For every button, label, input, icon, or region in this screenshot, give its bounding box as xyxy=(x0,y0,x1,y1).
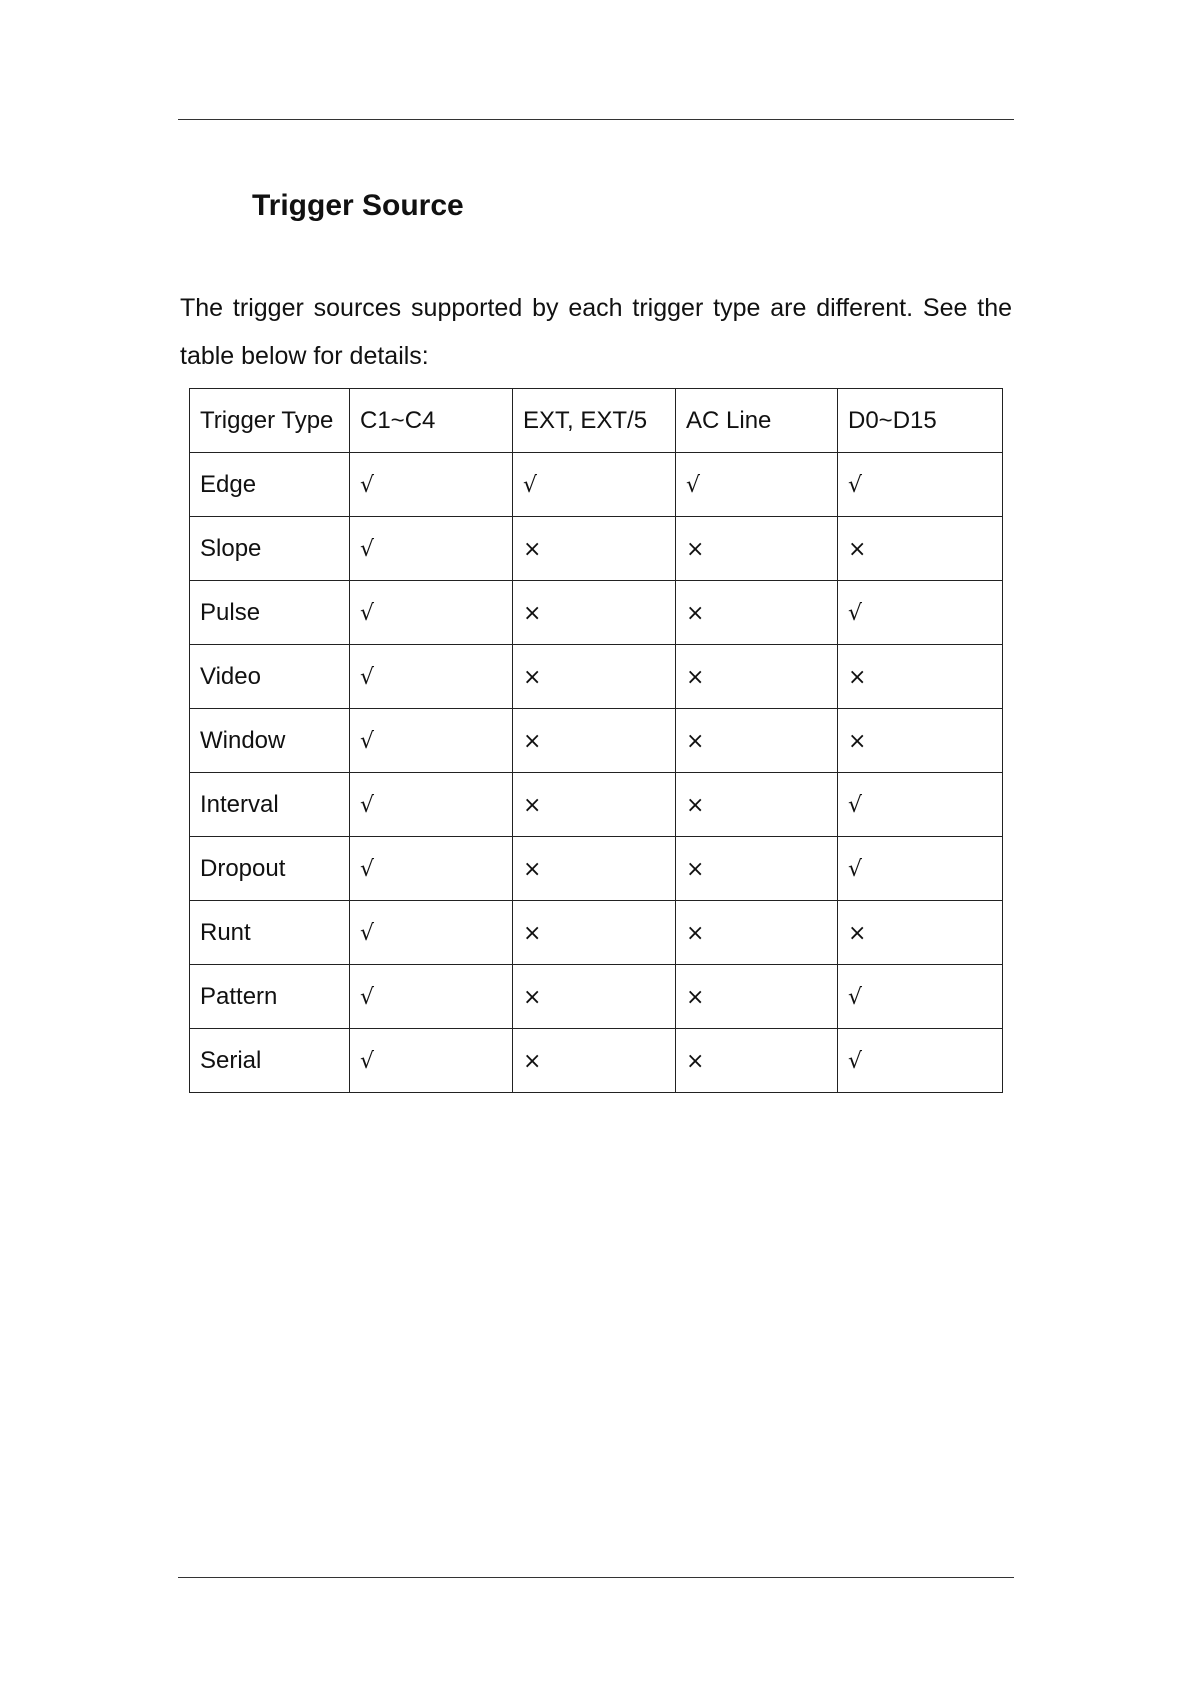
table-row xyxy=(190,1029,1003,1093)
support-cell xyxy=(838,709,1003,773)
check-mark-icon: √ xyxy=(360,664,375,690)
support-cell xyxy=(350,645,513,709)
support-cell xyxy=(838,901,1003,965)
support-cell xyxy=(838,645,1003,709)
support-cell xyxy=(513,1029,676,1093)
support-cell xyxy=(676,773,838,837)
support-cell xyxy=(838,517,1003,581)
check-mark-icon: √ xyxy=(360,536,375,562)
table-row xyxy=(190,965,1003,1029)
intro-paragraph: The trigger sources supported by each trigger type are different. See the table below for details: xyxy=(180,294,1012,370)
support-cell xyxy=(350,517,513,581)
check-mark-icon: √ xyxy=(360,856,375,882)
column-header-d0-d15: D0~D15 xyxy=(838,389,1003,453)
check-mark-icon: √ xyxy=(848,792,863,818)
cross-mark-icon: × xyxy=(686,664,705,690)
support-cell xyxy=(838,453,1003,517)
table-row xyxy=(190,645,1003,709)
support-cell xyxy=(350,453,513,517)
support-cell xyxy=(676,709,838,773)
trigger-type-cell: Dropout xyxy=(190,837,350,901)
trigger-type-cell: Pulse xyxy=(190,581,350,645)
cross-mark-icon: × xyxy=(523,792,542,818)
support-cell xyxy=(513,517,676,581)
section-heading: Trigger Source xyxy=(252,189,464,222)
footer-rule xyxy=(178,1577,1014,1578)
support-cell xyxy=(350,709,513,773)
check-mark-icon: √ xyxy=(523,472,538,498)
cross-mark-icon: × xyxy=(848,728,867,754)
support-cell xyxy=(350,837,513,901)
support-cell xyxy=(676,837,838,901)
support-cell xyxy=(513,709,676,773)
support-cell xyxy=(676,581,838,645)
cross-mark-icon: × xyxy=(848,536,867,562)
support-cell xyxy=(513,837,676,901)
check-mark-icon: √ xyxy=(848,472,863,498)
table-row xyxy=(190,517,1003,581)
trigger-type-cell: Slope xyxy=(190,517,350,581)
cross-mark-icon: × xyxy=(523,536,542,562)
table-header-row xyxy=(190,389,1003,453)
cross-mark-icon: × xyxy=(523,728,542,754)
cross-mark-icon: × xyxy=(686,536,705,562)
column-header-c1-c4: C1~C4 xyxy=(350,389,513,453)
trigger-type-cell: Serial xyxy=(190,1029,350,1093)
cross-mark-icon: × xyxy=(686,856,705,882)
support-cell xyxy=(513,773,676,837)
support-cell xyxy=(838,1029,1003,1093)
cross-mark-icon: × xyxy=(848,664,867,690)
check-mark-icon: √ xyxy=(848,984,863,1010)
check-mark-icon: √ xyxy=(360,728,375,754)
support-cell xyxy=(676,901,838,965)
column-header-ac-line: AC Line xyxy=(676,389,838,453)
column-header-ext: EXT, EXT/5 xyxy=(513,389,676,453)
trigger-type-cell: Pattern xyxy=(190,965,350,1029)
support-cell xyxy=(350,1029,513,1093)
support-cell xyxy=(838,837,1003,901)
trigger-type-cell: Window xyxy=(190,709,350,773)
check-mark-icon: √ xyxy=(360,792,375,818)
cross-mark-icon: × xyxy=(686,792,705,818)
support-cell xyxy=(513,581,676,645)
support-cell xyxy=(350,581,513,645)
support-cell xyxy=(676,517,838,581)
column-header-trigger-type: Trigger Type xyxy=(190,389,350,453)
table-row xyxy=(190,837,1003,901)
support-cell xyxy=(676,453,838,517)
cross-mark-icon: × xyxy=(523,664,542,690)
support-cell xyxy=(676,965,838,1029)
support-cell xyxy=(350,901,513,965)
support-cell xyxy=(838,581,1003,645)
support-cell xyxy=(513,645,676,709)
check-mark-icon: √ xyxy=(360,600,375,626)
support-cell xyxy=(350,773,513,837)
cross-mark-icon: × xyxy=(523,920,542,946)
check-mark-icon: √ xyxy=(848,1048,863,1074)
cross-mark-icon: × xyxy=(523,856,542,882)
check-mark-icon: √ xyxy=(686,472,701,498)
support-cell xyxy=(513,901,676,965)
cross-mark-icon: × xyxy=(686,920,705,946)
table-row xyxy=(190,581,1003,645)
trigger-type-cell: Runt xyxy=(190,901,350,965)
support-cell xyxy=(350,965,513,1029)
cross-mark-icon: × xyxy=(686,728,705,754)
cross-mark-icon: × xyxy=(686,984,705,1010)
support-cell xyxy=(838,965,1003,1029)
cross-mark-icon: × xyxy=(686,1048,705,1074)
cross-mark-icon: × xyxy=(523,984,542,1010)
header-rule xyxy=(178,119,1014,120)
check-mark-icon: √ xyxy=(360,920,375,946)
trigger-type-cell: Video xyxy=(190,645,350,709)
check-mark-icon: √ xyxy=(848,600,863,626)
support-cell xyxy=(513,965,676,1029)
cross-mark-icon: × xyxy=(523,600,542,626)
support-cell xyxy=(838,773,1003,837)
table-row xyxy=(190,709,1003,773)
support-cell xyxy=(676,1029,838,1093)
support-cell xyxy=(513,453,676,517)
check-mark-icon: √ xyxy=(360,1048,375,1074)
cross-mark-icon: × xyxy=(523,1048,542,1074)
cross-mark-icon: × xyxy=(686,600,705,626)
check-mark-icon: √ xyxy=(360,472,375,498)
trigger-type-cell: Edge xyxy=(190,453,350,517)
check-mark-icon: √ xyxy=(848,856,863,882)
table-row xyxy=(190,453,1003,517)
support-cell xyxy=(676,645,838,709)
trigger-source-table xyxy=(189,388,1003,1093)
cross-mark-icon: × xyxy=(848,920,867,946)
trigger-type-cell: Interval xyxy=(190,773,350,837)
table-row xyxy=(190,773,1003,837)
table-row xyxy=(190,901,1003,965)
check-mark-icon: √ xyxy=(360,984,375,1010)
